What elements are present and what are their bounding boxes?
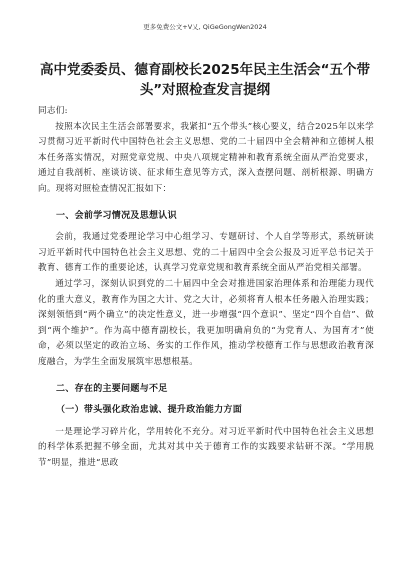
title-line-1: 高中党委委员、德育副校长2025年民主生活会“五个带 [40, 62, 370, 78]
intro-paragraph: 按照本次民主生活会部署要求，我紧扣“五个带头”核心要义，结合2025年以来学习贯彻习近平新时代中国特色社会主义思想、党的二十届四中全会精神和立德树人根本任务落实情况，对照党章党规、中央八项规定精神和教育系统全面从严治党要求，通过自我剖析、座谈访谈、征求师生意见等方式，深入查摆问题、剖析根源、明确方向。现将对照检查情况汇报如下： [38, 121, 374, 194]
subsection-1-paragraph-1: 一是理论学习碎片化，学用转化不充分。对习近平新时代中国特色社会主义思想的科学体系把握不够全面，尤其对其中关于德育工作的实践要求钻研不深。“学用脱节”明显，推进“思政 [38, 426, 374, 468]
salutation: 同志们: [38, 106, 68, 116]
top-note: 更多免费公文+V乂, QiGeGongWen2024 [143, 23, 267, 31]
section-2-heading: 二、存在的主要问题与不足 [56, 383, 168, 394]
section-1-paragraph-1: 会前，我通过党委理论学习中心组学习、专题研讨、个人自学等形式，系统研读习近平新时代中国特色社会主义思想、党的二十届四中全会公报及习近平总书记关于教育、德育工作的重要论述，认真学习党章党规和教育系统全面从严治党相关部署。 [38, 232, 374, 274]
subsection-1-heading: （一）带头强化政治忠诚、提升政治能力方面 [56, 405, 243, 416]
title-line-2: 头”对照检查发言提纲 [139, 82, 271, 98]
document-body [38, 104, 374, 471]
section-1-heading: 一、会前学习情况及思想认识 [56, 210, 177, 221]
document-title [38, 60, 372, 100]
section-1-paragraph-2: 通过学习，深刻认识到党的二十届四中全会对推进国家治理体系和治理能力现代化的重大意义，教育作为国之大计、党之大计，必须将育人根本任务融入治理实践；深刻领悟到“两个确立”的决定性意义，进一步增强“四个意识”、坚定“四个自信”、做到“两个维护”。作为高中德育副校长，我更加明确肩负的“为党育人、为国育才”使命，必须以坚定的政治立场、务实的工作作风，推动学校德育工作与思想政治教育深度融合，为学生全面发展筑牢思想根基。 [38, 278, 374, 367]
